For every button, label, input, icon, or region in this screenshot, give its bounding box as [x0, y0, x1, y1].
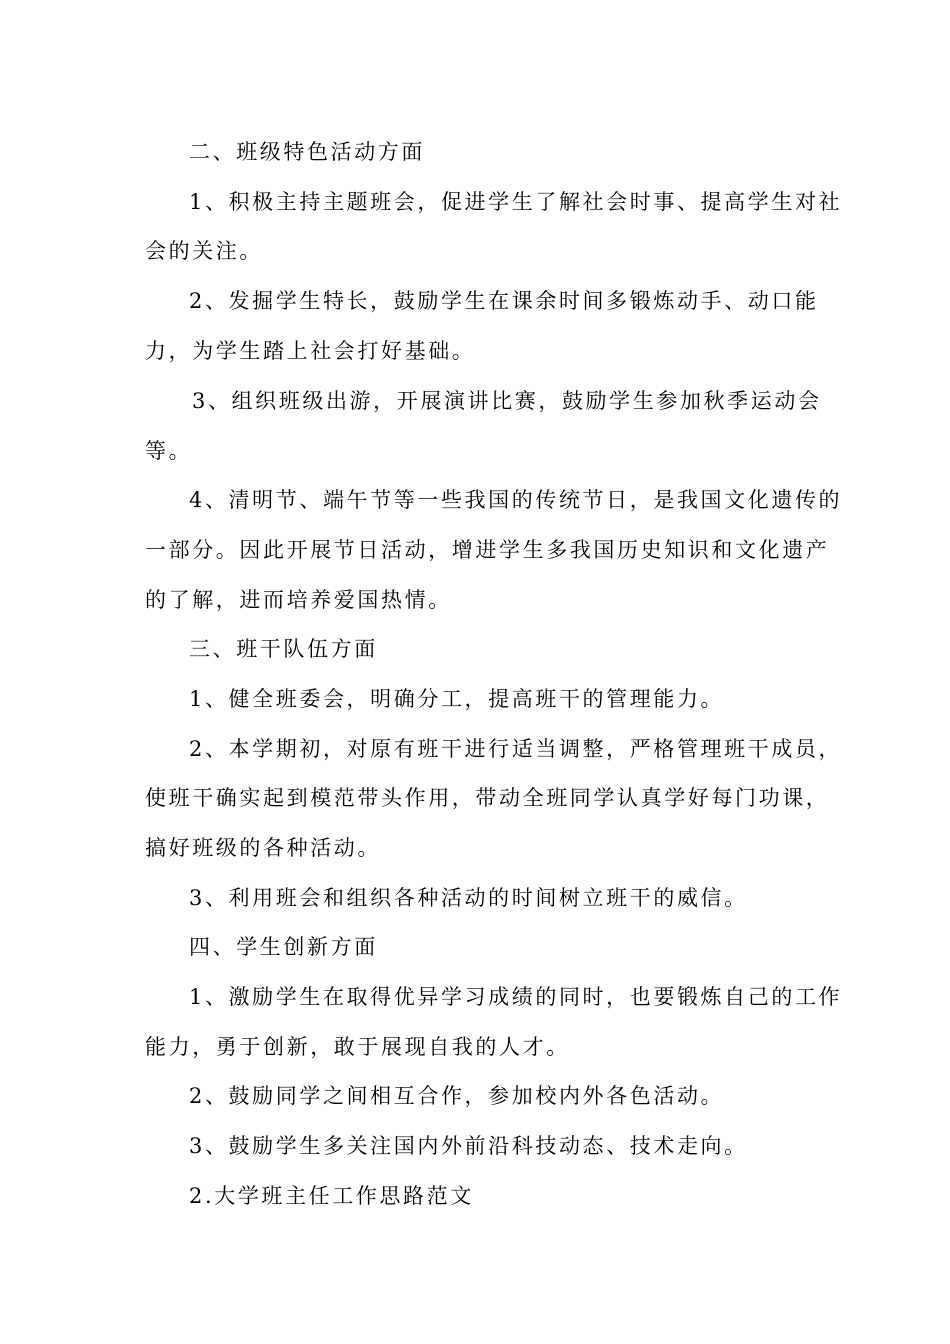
next-section-title: 2.大学班主任工作思路范文: [189, 1184, 474, 1208]
paragraph-line: 3、组织班级出游，开展演讲比赛，鼓励学生参加秋季运动会: [192, 389, 822, 413]
paragraph-line: 3、利用班会和组织各种活动的时间树立班干的威信。: [189, 886, 748, 910]
paragraph-line: 3、鼓励学生多关注国内外前沿科技动态、技术走向。: [189, 1134, 748, 1158]
paragraph-line: 一部分。因此开展节日活动，增进学生多我国历史知识和文化遗产: [145, 538, 830, 562]
paragraph-line: 2、鼓励同学之间相互合作，参加校内外各色活动。: [189, 1084, 725, 1108]
paragraph-line: 的了解，进而培养爱国热情。: [145, 588, 452, 612]
paragraph-line: 1、健全班委会，明确分工，提高班干的管理能力。: [189, 687, 725, 711]
paragraph-line: 使班干确实起到模范带头作用，带动全班同学认真学好每门功课，: [145, 786, 830, 810]
paragraph-line: 搞好班级的各种活动。: [145, 836, 381, 860]
paragraph-line: 1、积极主持主题班会，促进学生了解社会时事、提高学生对社: [189, 190, 843, 214]
section-heading: 三、班干队伍方面: [189, 637, 378, 661]
paragraph-line: 能力，勇于创新，敢于展现自我的人才。: [145, 1035, 570, 1059]
paragraph-line: 力，为学生踏上社会打好基础。: [145, 339, 476, 363]
section-heading: 二、班级特色活动方面: [189, 140, 425, 164]
paragraph-line: 2、发掘学生特长，鼓励学生在课余时间多锻炼动手、动口能: [189, 289, 819, 313]
section-heading: 四、学生创新方面: [189, 935, 378, 959]
paragraph-line: 等。: [145, 439, 193, 463]
paragraph-line: 1、激励学生在取得优异学习成绩的同时，也要锻炼自己的工作: [189, 985, 843, 1009]
paragraph-line: 2、本学期初，对原有班干进行适当调整，严格管理班干成员，: [189, 737, 843, 761]
paragraph-line: 4、清明节、端午节等一些我国的传统节日，是我国文化遗传的: [189, 488, 843, 512]
paragraph-line: 会的关注。: [145, 239, 263, 263]
